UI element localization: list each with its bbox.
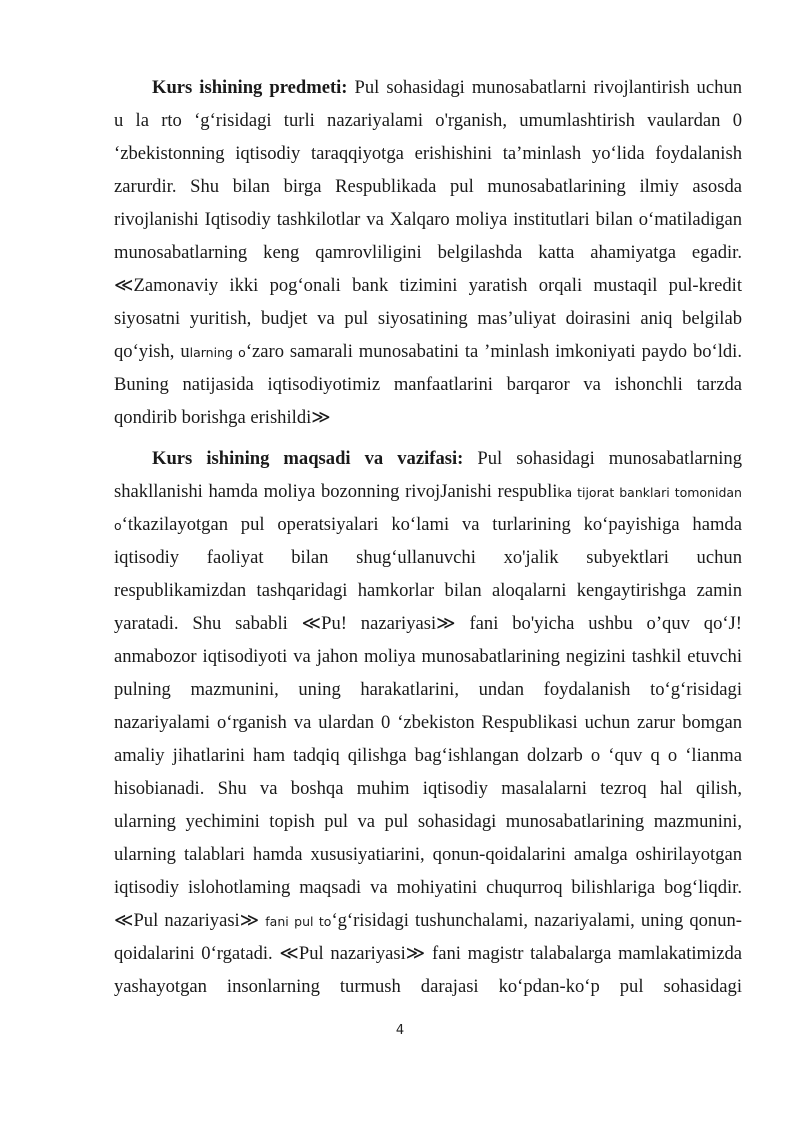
p1-line-8: siyosatni yuritish, budjet va pul siyosatining mas’uliyat doirasini aniq belgilab (114, 308, 742, 329)
p2-line-6: yaratadi. Shu sababli ≪Pu! nazariyasi≫ fani bo'yicha ushbu o’quv qo‘J! (114, 613, 742, 634)
p2-line-2-small: ka tijorat banklari tomonidan (557, 485, 742, 500)
p2-heading: Kurs ishining maqsadi va vazifasi: (152, 448, 464, 469)
p1-line-11: qondirib borishga erishildi≫ (114, 407, 331, 428)
p2-line-15-a: ≪Pul nazariyasi≫ (114, 910, 266, 931)
p1-line-1-text: Pul sohasidagi munosabatlarni rivojlantirish uchun (354, 77, 742, 98)
p1-line-4: zarurdir. Shu bilan birga Respublikada pul munosabatlarining ilmiy asosda (114, 176, 742, 197)
p2-line-4: iqtisodiy faoliyat bilan shug‘ullanuvchi xo'jalik subyektlari uchun (114, 547, 742, 568)
p2-line-5: respublikamizdan tashqaridagi hamkorlar bilan aloqalarni kengaytirishga zamin (114, 580, 742, 601)
p2-line-15-small: fani pul to (265, 914, 332, 929)
p2-line-10: amaliy jihatlarini ham tadqiq qilishga bag‘ishlangan dolzarb o ‘quv q o ‘lianma (114, 745, 742, 766)
p2-line-2 (114, 476, 742, 508)
p2-line-13: ularning talablari hamda xususiyatiarini, qonun-qoidalarini amalga oshirilayotgan (114, 844, 742, 865)
p2-line-11: hisobianadi. Shu va boshqa muhim iqtisodiy masalalarni tezroq hal qilish, (114, 778, 742, 799)
p2-line-1 (152, 443, 742, 475)
p2-line-17: yashayotgan insonlarning turmush darajasi ko‘pdan-ko‘p pul sohasidagi (114, 976, 742, 997)
p2-line-14: iqtisodiy islohotlaming maqsadi va mohiyatini chuqurroq bilishlariga bog‘liqdir. (114, 877, 742, 898)
p2-line-15-c: ‘g‘risidagi tushunchalami, nazariyalami, uning qonun- (331, 910, 743, 931)
p1-line-7: ≪Zamonaviy ikki pog‘onali bank tizimini yaratish orqali mustaqil pul-kredit (114, 275, 742, 296)
p2-line-8: pulning mazmunini, uning harakatlarini, undan foydalanish to‘g‘risidagi (114, 679, 742, 700)
p2-line-3 (114, 509, 742, 541)
p1-line-9-small: larning o (189, 345, 246, 360)
p2-line-1-text: Pul sohasidagi munosabatlarning (477, 448, 743, 469)
p2-line-9: nazariyalami o‘rganish va ulardan 0 ‘zbekiston Respublikasi uchun zarur bomgan (114, 712, 742, 733)
p1-line-9 (114, 336, 742, 368)
p2-line-7: anmabozor iqtisodiyoti va jahon moliya munosabatlarining negizini tashkil etuvchi (114, 646, 742, 667)
p2-line-3-small: o (114, 518, 122, 533)
p2-line-2-a: shakllanishi hamda moliya bozonning rivojJanishi respubli (114, 481, 558, 502)
p1-line-5: rivojlanishi Iqtisodiy tashkilotlar va Xalqaro moliya institutlari bilan o‘matiladigan (114, 209, 742, 230)
page-number: 4 (395, 1023, 405, 1038)
p1-line-1 (152, 72, 742, 104)
p2-line-12: ularning yechimini topish pul va pul sohasidagi munosabatlarining mazmunini, (114, 811, 742, 832)
p1-line-6: munosabatlarning keng qamrovliligini belgilashda katta ahamiyatga egadir. (114, 242, 742, 263)
p2-line-3-b: ‘tkazilayotgan pul operatsiyalari ko‘lami va turlarining ko‘payishiga hamda (121, 514, 742, 535)
p2-line-16: qoidalarini 0‘rgatadi. ≪Pul nazariyasi≫ fani magistr talabalarga mamlakatimizda (114, 943, 742, 964)
p1-line-2: u la rto ‘g‘risidagi turli nazariyalami o'rganish, umumlashtirish vaulardan 0 (114, 110, 742, 131)
p1-line-9-a: qo‘yish, u (114, 341, 190, 362)
p1-line-9-c: ‘zaro samarali munosabatini ta ’minlash imkoniyati paydo bo‘ldi. (245, 341, 743, 362)
p1-line-3: ‘zbekistonning iqtisodiy taraqqiyotga erishishini ta’minlash yo‘lida foydalanish (114, 143, 742, 164)
p1-line-10: Buning natijasida iqtisodiyotimiz manfaatlarini barqaror va ishonchli tarzda (114, 374, 742, 395)
p1-heading: Kurs ishining predmeti: (152, 77, 348, 98)
p2-line-15 (114, 905, 742, 937)
